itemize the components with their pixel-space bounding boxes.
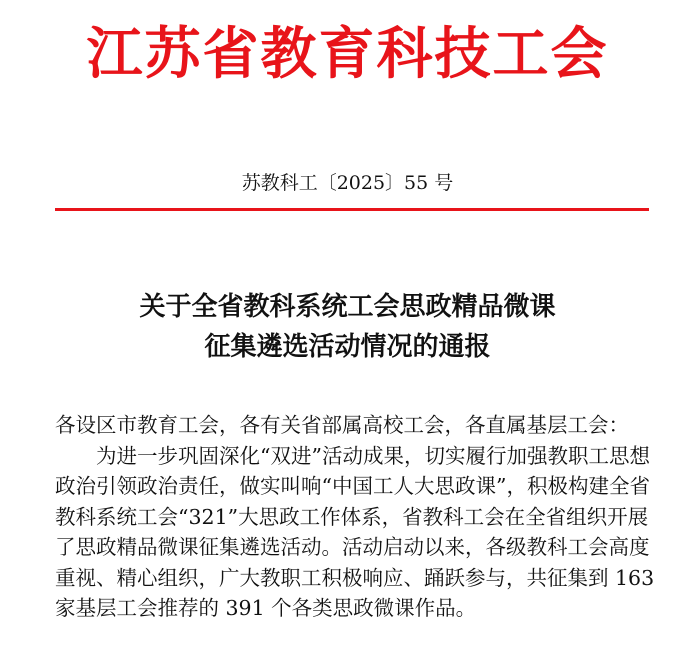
document-body: [55, 410, 655, 624]
issuing-organization-name: 江苏省教育科技工会: [86, 21, 609, 87]
document-title-line-1: 关于全省教科系统工会思政精品微课: [139, 292, 556, 322]
salutation: 各设区市教育工会，各有关省部属高校工会，各直属基层工会：: [55, 413, 629, 437]
document-title: [0, 287, 695, 367]
document-number: 苏教科工〔2025〕55 号: [241, 172, 454, 194]
red-divider-line: [55, 208, 649, 211]
body-paragraph: 为进一步巩固深化“双进”活动成果，切实履行加强教职工思想政治引领政治责任，做实叫响“中国工人大思政课”，积极构建全省教科系统工会“321”大思政工作体系，省教科工会在全省组织开展了思政精品微课征集遴选活动。活动启动以来，各级教科工会高度重视、精心组织，广大教职工积极响应、踊跃参与，共征集到 163 家基层工会推荐的 391 个各类思政微课作品。: [55, 443, 655, 620]
document-title-line-2: 征集遴选活动情况的通报: [204, 332, 491, 362]
